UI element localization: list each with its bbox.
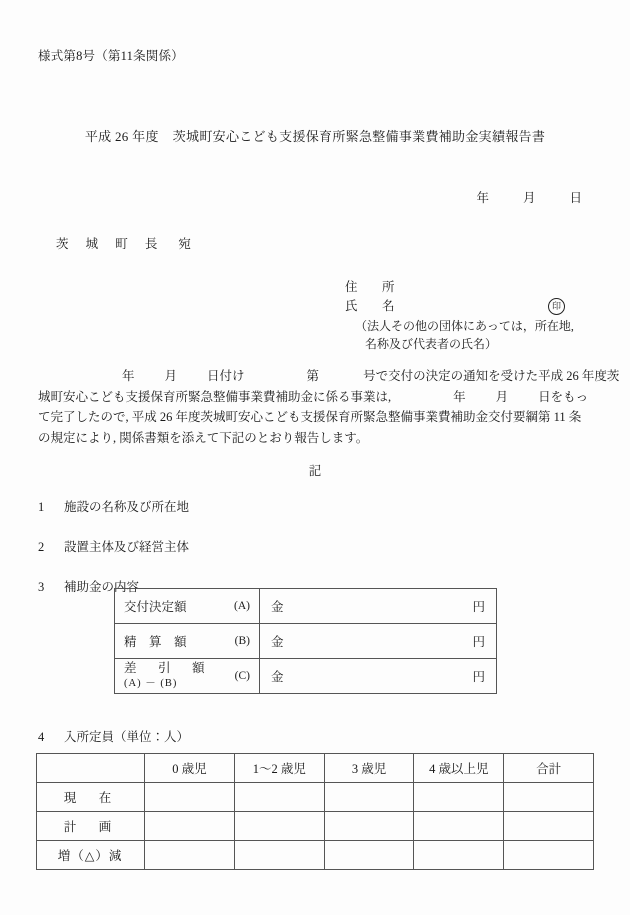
capacity-cell[interactable] (504, 783, 594, 812)
applicant-address-label: 住 所 (345, 280, 401, 294)
capacity-header-age3: 3 歳児 (324, 754, 414, 783)
body-l2-head: 城町安心こども支援保育所緊急整備事業費補助金に係る事業は, (38, 389, 392, 404)
body-l1-month: 月 (164, 369, 178, 383)
applicant-note-line2: 名称及び代表者の氏名） (365, 337, 498, 351)
body-line-2 (38, 387, 592, 408)
subsidy-label-b: 精 算 額 (124, 635, 187, 649)
subsidy-value-cell-a[interactable] (260, 589, 497, 624)
subsidy-code-a: (A) (234, 600, 250, 612)
capacity-corner-cell (37, 754, 145, 783)
date-day-unit: 日 (569, 191, 582, 205)
capacity-row-label-change: 増（△）減 (37, 841, 145, 870)
table-row (37, 841, 594, 870)
capacity-header-total: 合計 (504, 754, 594, 783)
table-row (115, 659, 497, 694)
capacity-header-age0: 0 歳児 (145, 754, 235, 783)
addressee-suffix: 宛 (178, 237, 191, 251)
page-title (0, 126, 630, 145)
title-era: 平成 26 年度 (84, 129, 159, 144)
body-l2-year: 年 (453, 389, 466, 404)
table-row (37, 812, 594, 841)
capacity-cell[interactable] (414, 812, 504, 841)
capacity-header-age4plus: 4 歳以上児 (414, 754, 504, 783)
applicant-address-row (345, 278, 571, 297)
capacity-cell[interactable] (324, 812, 414, 841)
capacity-cell[interactable] (324, 841, 414, 870)
subsidy-label-c: 差 引 額 (124, 661, 210, 675)
date-year-unit: 年 (476, 191, 489, 205)
title-main: 茨城町安心こども支援保育所緊急整備事業費補助金実績報告書 (172, 129, 546, 144)
capacity-cell[interactable] (145, 812, 235, 841)
capacity-cell[interactable] (234, 841, 324, 870)
item-1-number: 1 (38, 500, 45, 514)
table-row (37, 783, 594, 812)
capacity-cell[interactable] (145, 841, 235, 870)
applicant-note (345, 317, 574, 353)
item-4-number: 4 (38, 730, 45, 744)
item-1-label: 施設の名称及び所在地 (64, 500, 190, 514)
capacity-header-age1to2: 1〜2 歳児 (234, 754, 324, 783)
body-l1-year: 年 (122, 369, 135, 383)
subsidy-label-cell-c (115, 659, 260, 694)
capacity-cell[interactable] (504, 841, 594, 870)
subsidy-prefix-b: 金 (271, 635, 284, 649)
body-line-4: の規定により, 関係書類を添えて下記のとおり報告します。 (38, 430, 369, 445)
item-4-label: 入所定員（単位：人） (64, 730, 190, 744)
subsidy-code-b: (B) (234, 635, 250, 647)
body-l1-dayform: 日付け (207, 369, 245, 383)
subsidy-label-cell-a (115, 589, 260, 624)
addressee (56, 234, 191, 252)
item-1 (38, 497, 189, 515)
body-l1-dai: 第 (306, 369, 320, 383)
body-l2-month: 月 (495, 389, 509, 404)
subsidy-unit-b: 円 (472, 635, 485, 649)
body-line-1 (38, 366, 620, 387)
body-paragraph (38, 366, 620, 448)
subsidy-amount-table (114, 588, 497, 694)
applicant-block (345, 278, 574, 353)
capacity-cell[interactable] (145, 783, 235, 812)
body-l2-tail: 日をもっ (538, 389, 589, 404)
capacity-cell[interactable] (414, 841, 504, 870)
item-2-number: 2 (38, 540, 45, 554)
item-3-number: 3 (38, 580, 45, 594)
subsidy-code-c: (C) (234, 670, 250, 682)
body-l1-rest: 号で交付の決定の通知を受けた平成 26 年度茨 (363, 369, 620, 383)
item-2-label: 設置主体及び経営主体 (64, 540, 190, 554)
capacity-row-label-plan: 計 画 (37, 812, 145, 841)
subsidy-prefix-c: 金 (271, 670, 284, 684)
date-line (0, 188, 582, 206)
table-row (115, 589, 497, 624)
subsidy-label-cell-b (115, 624, 260, 659)
subsidy-value-cell-c[interactable] (260, 659, 497, 694)
capacity-cell[interactable] (504, 812, 594, 841)
item-2 (38, 537, 189, 555)
item-3-label: 補助金の内容 (64, 580, 140, 594)
subsidy-sublabel-c: (A) － (B) (124, 678, 178, 689)
item-4 (38, 727, 189, 745)
form-number: 様式第8号（第11条関係） (38, 49, 184, 63)
table-header-row (37, 754, 594, 783)
applicant-note-line1: （法人その他の団体にあっては，所在地, (355, 319, 574, 333)
addressee-name: 茨 城 町 長 (56, 237, 165, 251)
capacity-row-label-current: 現 在 (37, 783, 145, 812)
table-row (115, 624, 497, 659)
subsidy-unit-c: 円 (472, 670, 485, 684)
body-line-3: て完了したので, 平成 26 年度茨城町安心こども支援保育所緊急整備事業費補助金交付要綱第 11 条 (38, 410, 582, 424)
applicant-name-label: 氏 名 (345, 299, 401, 313)
subsidy-label-a: 交付決定額 (124, 600, 187, 614)
seal-icon: 印 (548, 298, 565, 315)
subsidy-prefix-a: 金 (271, 600, 284, 614)
capacity-cell[interactable] (234, 783, 324, 812)
capacity-cell[interactable] (234, 812, 324, 841)
subsidy-value-cell-b[interactable] (260, 624, 497, 659)
date-month-unit: 月 (522, 191, 536, 205)
ki-mark: 記 (308, 464, 322, 478)
capacity-cell[interactable] (414, 783, 504, 812)
capacity-table (36, 753, 594, 870)
applicant-name-row (345, 297, 571, 316)
subsidy-unit-a: 円 (472, 600, 485, 614)
capacity-cell[interactable] (324, 783, 414, 812)
